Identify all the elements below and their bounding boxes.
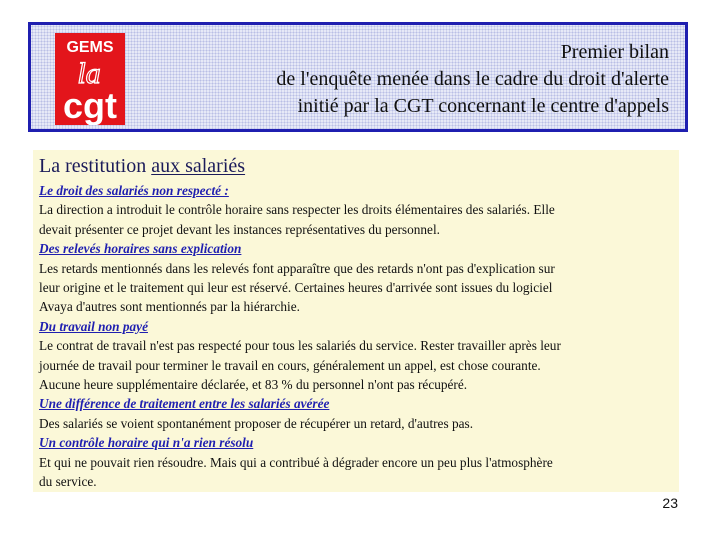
body-text	[39, 181, 673, 492]
logo-bottom-text: cgt	[63, 85, 117, 125]
paragraph-line: Avaya d'autres sont mentionnés par la hiérarchie.	[39, 299, 300, 315]
title-line: initié par la CGT concernant le centre d'appels	[297, 95, 669, 117]
paragraph-line: du service.	[39, 474, 97, 490]
subsection-title: Le droit des salariés non respecté :	[39, 183, 229, 198]
paragraph-line: Les retards mentionnés dans les relevés font apparaître que des retards n'ont pas d'explication sur	[39, 260, 555, 276]
logo-middle-text: la	[77, 57, 101, 90]
paragraph-line: Et qui ne pouvait rien résoudre. Mais qui a contribué à dégrader encore un peu plus l'atmosphère	[39, 454, 553, 470]
paragraph-line: leur origine et le traitement qui leur est réservé. Certaines heures d'arrivée sont issues du logiciel	[39, 280, 553, 296]
subsection-title: Une différence de traitement entre les salariés avérée	[39, 396, 330, 412]
paragraph-line: Des salariés se voient spontanément proposer de récupérer un retard, d'autres pas.	[39, 415, 474, 431]
heading-prefix: La restitution	[39, 155, 152, 177]
paragraph-line: journée de travail pour terminer le travail en cours, généralement un appel, est chose courante.	[39, 357, 541, 373]
slide-header	[28, 22, 688, 132]
page-title	[109, 39, 669, 120]
title-line: Premier bilan	[560, 41, 669, 63]
paragraph-line: devait présenter ce projet devant les instances représentatives du personnel.	[39, 221, 440, 237]
page-number: 23	[662, 495, 678, 511]
paragraph-line: La direction a introduit le contrôle horaire sans respecter les droits élémentaires des salariés. Elle	[39, 202, 555, 218]
paragraph-line: Aucune heure supplémentaire déclarée, et 83 % du personnel n'ont pas récupéré.	[39, 377, 468, 393]
paragraph-line: Le contrat de travail n'est pas respecté pour tous les salariés du service. Rester travailler après leur	[39, 338, 561, 354]
heading-underlined: aux salariés	[151, 155, 246, 177]
content-panel	[33, 150, 679, 492]
section-heading	[39, 153, 245, 179]
subsection-title: Du travail non payé	[39, 318, 148, 334]
title-line: de l'enquête menée dans le cadre du droit d'alerte	[276, 68, 669, 90]
subsection-title: Des relevés horaires sans explication	[39, 241, 242, 257]
subsection-title: Un contrôle horaire qui n'a rien résolu	[39, 435, 254, 451]
logo-top-text: GEMS	[66, 39, 114, 56]
